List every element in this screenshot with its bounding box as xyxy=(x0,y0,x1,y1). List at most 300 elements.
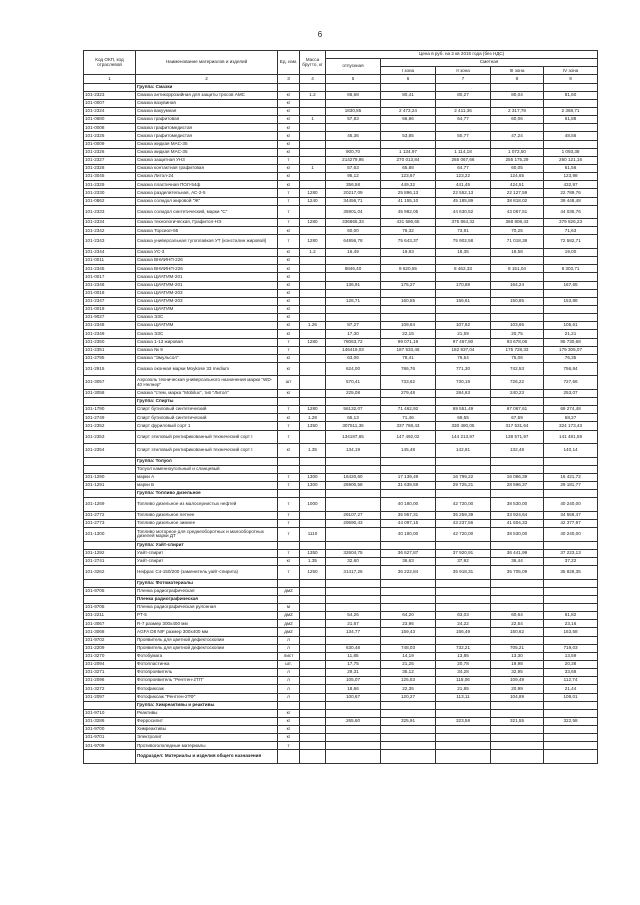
price-zone-2-cell: 144 213,97 xyxy=(436,430,491,444)
table-row xyxy=(84,330,598,338)
price-zone-1-cell: 8 620,55 xyxy=(381,265,436,273)
code-cell: 101-3067 xyxy=(84,620,136,628)
group-name: Группа: Смазки xyxy=(136,83,278,91)
group-name: Группа: Химреактивы и реактивы xyxy=(136,701,278,709)
code-cell: 101-2330 xyxy=(84,189,136,197)
mass-cell xyxy=(300,305,326,313)
empty-cell xyxy=(544,541,598,549)
price-zone-3-cell xyxy=(491,726,544,734)
price-selling-cell: 18,66 xyxy=(326,685,381,693)
table-row xyxy=(84,173,598,181)
price-selling-cell: 56132,07 xyxy=(326,406,381,414)
price-zone-2-cell: 156,49 xyxy=(436,628,491,636)
price-zone-3-cell: 132,48 xyxy=(491,444,544,458)
price-selling-cell: 136,91 xyxy=(326,281,381,289)
price-zone-4-cell: 39 448,48 xyxy=(544,197,598,205)
table-row xyxy=(84,314,598,322)
unit-cell: кг xyxy=(278,273,300,281)
unit-cell: т xyxy=(278,549,300,557)
price-selling-cell: 78063,72 xyxy=(326,338,381,346)
table-row xyxy=(84,414,598,422)
price-zone-3-cell: 35 705,09 xyxy=(491,566,544,580)
unit-cell: кг xyxy=(278,414,300,422)
header-mass: Масса брутто, кг xyxy=(300,51,326,75)
unit-cell: кг xyxy=(278,297,300,305)
code-cell: 101-1290 xyxy=(84,473,136,481)
empty-cell xyxy=(544,457,598,465)
price-zone-3-cell: 8 151,04 xyxy=(491,265,544,273)
mass-cell xyxy=(300,717,326,725)
price-zone-2-cell: 44 630,52 xyxy=(436,205,491,219)
name-cell: Смазка универсальная тугоплавкая УТ (консталин жировой) xyxy=(136,235,278,249)
empty-cell xyxy=(300,490,326,498)
price-zone-2-cell: 13,85 xyxy=(436,652,491,660)
empty-cell xyxy=(84,490,136,498)
unit-cell: шт xyxy=(278,376,300,390)
price-zone-4-cell xyxy=(544,742,598,750)
price-zone-2-cell xyxy=(436,124,491,132)
price-selling-cell: 126,71 xyxy=(326,297,381,305)
mass-cell: 1280 xyxy=(300,338,326,346)
code-cell: 101-2749 xyxy=(84,414,136,422)
table-row xyxy=(84,389,598,397)
header-name: Наименование материалов и изделий xyxy=(136,51,278,75)
price-zone-1-cell: 160,55 xyxy=(381,297,436,305)
price-zone-3-cell: 103,65 xyxy=(491,322,544,330)
price-zone-1-cell: 125,53 xyxy=(381,677,436,685)
price-zone-3-cell: 36 441,99 xyxy=(491,549,544,557)
name-cell: Ферросилит xyxy=(136,717,278,725)
mass-cell xyxy=(300,281,326,289)
column-number: 4 xyxy=(300,75,326,83)
mass-cell xyxy=(300,107,326,115)
price-zone-2-cell: 107,62 xyxy=(436,322,491,330)
group-row xyxy=(84,579,598,587)
mass-cell: 1300 xyxy=(300,473,326,481)
empty-cell xyxy=(436,541,491,549)
unit-cell: кг xyxy=(278,314,300,322)
price-selling-cell: 16420,60 xyxy=(326,473,381,481)
price-zone-3-cell: 726,22 xyxy=(491,376,544,390)
page-number: 6 xyxy=(317,30,323,39)
price-zone-2-cell: 35 259,39 xyxy=(436,511,491,519)
price-zone-4-cell xyxy=(544,140,598,148)
price-zone-1-cell xyxy=(381,587,436,595)
group-row xyxy=(84,83,598,91)
code-cell: 101-2354 xyxy=(84,444,136,458)
price-zone-3-cell xyxy=(491,587,544,595)
mass-cell: 1 xyxy=(300,164,326,172)
code-cell: 101-2772 xyxy=(84,511,136,519)
table-row xyxy=(84,693,598,701)
price-zone-3-cell: 18,58 xyxy=(491,248,544,256)
price-zone-1-cell: 36,63 xyxy=(381,557,436,565)
unit-cell: л xyxy=(278,669,300,677)
price-zone-1-cell: 187 533,46 xyxy=(381,346,436,354)
price-zone-3-cell: 124,65 xyxy=(491,173,544,181)
table-row xyxy=(84,181,598,189)
price-zone-4-cell: 153,88 xyxy=(544,297,598,305)
price-zone-3-cell: 75,06 xyxy=(491,354,544,362)
name-cell: Фотопроявитель xyxy=(136,669,278,677)
empty-cell xyxy=(326,398,381,406)
price-selling-cell: 45,36 xyxy=(326,132,381,140)
price-zone-2-cell: 142,81 xyxy=(436,444,491,458)
price-zone-2-cell: 732,21 xyxy=(436,644,491,652)
table-row xyxy=(84,652,598,660)
price-zone-1-cell: 325,91 xyxy=(381,717,436,725)
table-row xyxy=(84,644,598,652)
code-cell: 101-3045 xyxy=(84,173,136,181)
price-zone-2-cell xyxy=(436,257,491,265)
mass-cell: 1240 xyxy=(300,197,326,205)
price-zone-4-cell: 40 240,00 xyxy=(544,498,598,512)
price-selling-cell xyxy=(326,587,381,595)
price-selling-cell: 34456,71 xyxy=(326,197,381,205)
mass-cell xyxy=(300,132,326,140)
mass-cell: 1 xyxy=(300,116,326,124)
mass-cell xyxy=(300,636,326,644)
price-zone-1-cell: 14,19 xyxy=(381,652,436,660)
price-zone-2-cell xyxy=(436,305,491,313)
price-selling-cell xyxy=(326,140,381,148)
price-selling-cell: 95,12 xyxy=(326,173,381,181)
code-cell: 101-1300 xyxy=(84,528,136,542)
code-cell: 101-3271 xyxy=(84,669,136,677)
price-selling-cell: 31417,26 xyxy=(326,566,381,580)
price-zone-2-cell: 730,19 xyxy=(436,376,491,390)
price-zone-2-cell: 771,30 xyxy=(436,362,491,376)
unit-cell: т xyxy=(278,528,300,542)
price-zone-3-cell: 60,06 xyxy=(491,116,544,124)
code-cell: 101-2209 xyxy=(84,644,136,652)
price-zone-4-cell: 69 274,48 xyxy=(544,406,598,414)
unit-cell: кг xyxy=(278,99,300,107)
unit-cell: кг xyxy=(278,148,300,156)
empty-cell xyxy=(326,83,381,91)
name-cell: Химреактивы xyxy=(136,726,278,734)
code-cell xyxy=(84,465,136,473)
price-zone-3-cell: 32,95 xyxy=(491,669,544,677)
unit-cell: т xyxy=(278,346,300,354)
empty-cell xyxy=(381,701,436,709)
empty-cell xyxy=(544,701,598,709)
mass-cell: 1280 xyxy=(300,406,326,414)
mass-cell xyxy=(300,148,326,156)
name-cell: Смазка жидкая МАС-35 xyxy=(136,148,278,156)
code-cell: 101-2345 xyxy=(84,265,136,273)
code-cell: 101-2328 xyxy=(84,164,136,172)
price-zone-1-cell xyxy=(381,742,436,750)
price-zone-3-cell: 67 067,61 xyxy=(491,406,544,414)
price-zone-1-cell: 45 982,05 xyxy=(381,205,436,219)
group-name: Группа: Уайт-спирит xyxy=(136,541,278,549)
name-cell: Смазка ЦИАТИМ-201 xyxy=(136,273,278,281)
price-zone-3-cell xyxy=(491,314,544,322)
price-zone-1-cell xyxy=(381,289,436,297)
price-zone-3-cell xyxy=(491,305,544,313)
empty-cell xyxy=(436,490,491,498)
price-selling-cell: 214279,95 xyxy=(326,156,381,164)
price-zone-2-cell: 8 462,33 xyxy=(436,265,491,273)
price-zone-1-cell: 17 139,49 xyxy=(381,473,436,481)
price-zone-4-cell: 72 582,71 xyxy=(544,235,598,249)
unit-cell: кг xyxy=(278,362,300,376)
empty-cell xyxy=(278,457,300,465)
empty-cell xyxy=(278,750,300,764)
mass-cell xyxy=(300,587,326,595)
price-zone-3-cell: 93 678,06 xyxy=(491,338,544,346)
table-row xyxy=(84,124,598,132)
price-zone-3-cell: 2 317,78 xyxy=(491,107,544,115)
price-zone-4-cell: 324 173,43 xyxy=(544,422,598,430)
price-zone-4-cell: 153,58 xyxy=(544,628,598,636)
price-zone-1-cell xyxy=(381,734,436,742)
mass-cell xyxy=(300,265,326,273)
empty-cell xyxy=(381,750,436,764)
name-cell: R-7 размер 300x400 мм xyxy=(136,620,278,628)
price-zone-4-cell: 379 826,23 xyxy=(544,219,598,227)
empty-cell xyxy=(326,595,381,603)
name-cell: Смазка Торсиол-55 xyxy=(136,227,278,235)
mass-cell: 1280 xyxy=(300,235,326,249)
price-zone-1-cell xyxy=(381,726,436,734)
empty-cell xyxy=(436,579,491,587)
price-zone-4-cell: 42 377,97 xyxy=(544,519,598,527)
price-zone-1-cell: 36 222,84 xyxy=(381,566,436,580)
unit-cell: т xyxy=(278,482,300,490)
price-zone-2-cell: 113,11 xyxy=(436,693,491,701)
price-zone-1-cell: 19,83 xyxy=(381,248,436,256)
unit-cell: кг xyxy=(278,389,300,397)
mass-cell xyxy=(300,289,326,297)
price-zone-2-cell: 1 114,18 xyxy=(436,148,491,156)
unit-cell: т xyxy=(278,519,300,527)
price-zone-4-cell: 167,65 xyxy=(544,281,598,289)
mass-cell xyxy=(300,354,326,362)
unit-cell: кг xyxy=(278,227,300,235)
empty-cell xyxy=(300,750,326,764)
price-selling-cell: 336865,33 xyxy=(326,219,381,227)
price-zone-3-cell xyxy=(491,709,544,717)
table-row xyxy=(84,289,598,297)
code-cell: 101-2741 xyxy=(84,557,136,565)
unit-cell: кг xyxy=(278,164,300,172)
price-zone-2-cell: 34,28 xyxy=(436,669,491,677)
code-cell: 101-2342 xyxy=(84,227,136,235)
price-selling-cell: 17,30 xyxy=(326,330,381,338)
price-zone-2-cell xyxy=(436,603,491,611)
price-zone-2-cell xyxy=(436,314,491,322)
price-zone-3-cell: 164,24 xyxy=(491,281,544,289)
mass-cell: 1.26 xyxy=(300,322,326,330)
price-zone-3-cell: 36,44 xyxy=(491,557,544,565)
name-cell: Смазка ЭЗС xyxy=(136,330,278,338)
empty-cell xyxy=(544,750,598,764)
code-cell: 101-0018 xyxy=(84,289,136,297)
unit-cell: м xyxy=(278,603,300,611)
unit-cell: кг xyxy=(278,709,300,717)
price-zone-4-cell xyxy=(544,636,598,644)
name-cell: Проявитель для цветной дефектоскопии xyxy=(136,636,278,644)
empty-cell xyxy=(544,595,598,603)
name-cell: Толуол каменноугольный и сланцевый xyxy=(136,465,278,473)
price-selling-cell: 100,67 xyxy=(326,693,381,701)
table-row xyxy=(84,660,598,668)
price-zone-4-cell: 35 828,35 xyxy=(544,566,598,580)
table-row xyxy=(84,257,598,265)
name-cell: Смазка графитомедистая xyxy=(136,132,278,140)
price-zone-3-cell: 104,89 xyxy=(491,693,544,701)
code-cell: 101-2334 xyxy=(84,219,136,227)
price-selling-cell: 1830,85 xyxy=(326,107,381,115)
price-zone-3-cell: 28 596,37 xyxy=(491,482,544,490)
code-cell: 101-3272 xyxy=(84,685,136,693)
price-zone-3-cell: 317 531,64 xyxy=(491,422,544,430)
column-number: 8 xyxy=(491,75,544,83)
mass-cell xyxy=(300,156,326,164)
unit-cell: т xyxy=(278,430,300,444)
table-row xyxy=(84,305,598,313)
price-zone-1-cell xyxy=(381,99,436,107)
unit-cell: кг xyxy=(278,305,300,313)
price-zone-4-cell xyxy=(544,305,598,313)
table-row xyxy=(84,156,598,164)
name-cell: Спирт бутиловый синтетический xyxy=(136,406,278,414)
price-zone-2-cell: 2 411,36 xyxy=(436,107,491,115)
price-selling-cell: 63,06 xyxy=(326,354,381,362)
name-cell: Спирт бутиловый синтетический xyxy=(136,414,278,422)
price-selling-cell: 29107,27 xyxy=(326,511,381,519)
column-number: 5 xyxy=(326,75,381,83)
price-zone-2-cell: 375 864,32 xyxy=(436,219,491,227)
name-cell: Смазка жидкая МАС-35 xyxy=(136,140,278,148)
name-cell: Смазка ЦИАТИМ xyxy=(136,322,278,330)
price-zone-2-cell xyxy=(436,140,491,148)
unit-cell xyxy=(278,465,300,473)
name-cell: Топливо дизельное летнее xyxy=(136,511,278,519)
price-zone-3-cell xyxy=(491,289,544,297)
price-zone-4-cell: 34 558,47 xyxy=(544,511,598,519)
unit-cell: кг xyxy=(278,281,300,289)
mass-cell xyxy=(300,273,326,281)
price-selling-cell: 307511,36 xyxy=(326,422,381,430)
name-cell: Электролит xyxy=(136,734,278,742)
unit-cell: кг xyxy=(278,726,300,734)
price-zone-3-cell xyxy=(491,99,544,107)
table-row xyxy=(84,511,598,519)
code-cell: 101-2096 xyxy=(84,677,136,685)
price-zone-4-cell: 123,98 xyxy=(544,173,598,181)
price-selling-cell: 11,85 xyxy=(326,652,381,660)
price-zone-1-cell: 279,48 xyxy=(381,389,436,397)
price-selling-cell: 134,19 xyxy=(326,444,381,458)
price-zone-3-cell xyxy=(491,734,544,742)
name-cell: Топливо дизельное из малосернистых нефтей xyxy=(136,498,278,512)
name-cell: Смазка ЦИАТИМ-203 xyxy=(136,289,278,297)
code-cell: 101-2346 xyxy=(84,281,136,289)
table-row xyxy=(84,566,598,580)
price-zone-1-cell xyxy=(381,273,436,281)
code-cell: 101-2347 xyxy=(84,297,136,305)
price-selling-cell xyxy=(326,314,381,322)
price-zone-4-cell: 756,84 xyxy=(544,362,598,376)
table-row xyxy=(84,297,598,305)
table-row xyxy=(84,362,598,376)
price-zone-2-cell: 284,63 xyxy=(436,389,491,397)
empty-cell xyxy=(381,83,436,91)
unit-cell: кг xyxy=(278,354,300,362)
empty-cell xyxy=(436,457,491,465)
price-zone-4-cell xyxy=(544,726,598,734)
price-selling-cell: 146419,03 xyxy=(326,346,381,354)
price-zone-1-cell: 431 586,65 xyxy=(381,219,436,227)
code-cell: 101-2097 xyxy=(84,693,136,701)
empty-cell xyxy=(491,457,544,465)
code-cell: 101-9705 xyxy=(84,603,136,611)
code-cell: 101-2351 xyxy=(84,346,136,354)
header-price-group: Цена в руб. на 2 кв 2015 года (без НДС) xyxy=(326,51,598,59)
name-cell: Смазка графитомедистая xyxy=(136,124,278,132)
name-cell: Смазка "стем, марка "Mobilux", тип "Литол" xyxy=(136,389,278,397)
group-name: Группа: Фотоматериалы xyxy=(136,579,278,587)
price-zone-3-cell: 47,24 xyxy=(491,132,544,140)
price-zone-1-cell xyxy=(381,314,436,322)
empty-cell xyxy=(491,398,544,406)
price-zone-4-cell: 44 035,76 xyxy=(544,205,598,219)
price-zone-4-cell xyxy=(544,465,598,473)
price-zone-4-cell: 19,00 xyxy=(544,248,598,256)
empty-cell xyxy=(326,750,381,764)
price-selling-cell: 29590,43 xyxy=(326,519,381,527)
name-cell: Аэрозоль техническая универсального назначения марки "WD-40 Нелнер" xyxy=(136,376,278,390)
name-cell: Смазка ВНИИНП-226 xyxy=(136,265,278,273)
price-zone-4-cell: 29 181,77 xyxy=(544,482,598,490)
price-zone-3-cell xyxy=(491,124,544,132)
price-zone-4-cell: 20,38 xyxy=(544,660,598,668)
mass-cell xyxy=(300,652,326,660)
empty-cell xyxy=(491,83,544,91)
code-cell: 101-2326 xyxy=(84,148,136,156)
price-selling-cell: 54,26 xyxy=(326,612,381,620)
price-zone-3-cell xyxy=(491,636,544,644)
name-cell: Фотобумага xyxy=(136,652,278,660)
price-zone-3-cell: 22,54 xyxy=(491,620,544,628)
empty-cell xyxy=(436,701,491,709)
code-cell: 101-2333 xyxy=(84,205,136,219)
unit-cell: кг xyxy=(278,265,300,273)
header-unit: Ед. изм. xyxy=(278,51,300,75)
price-zone-2-cell: 69 551,49 xyxy=(436,406,491,414)
price-zone-2-cell: 75 902,58 xyxy=(436,235,491,249)
empty-cell xyxy=(278,83,300,91)
name-cell: марки Б xyxy=(136,482,278,490)
name-cell: марки А xyxy=(136,473,278,481)
mass-cell: 1350 xyxy=(300,422,326,430)
price-zone-2-cell xyxy=(436,636,491,644)
price-zone-4-cell: 37 223,13 xyxy=(544,549,598,557)
code-cell: 101-0862 xyxy=(84,197,136,205)
code-cell: 101-0017 xyxy=(84,273,136,281)
header-zone-4: IV зона xyxy=(544,67,598,75)
price-zone-3-cell: 22 127,59 xyxy=(491,189,544,197)
code-cell: 101-2773 xyxy=(84,519,136,527)
group-row xyxy=(84,701,598,709)
empty-cell xyxy=(544,490,598,498)
price-zone-4-cell: 61,82 xyxy=(544,612,598,620)
price-zone-4-cell: 48,56 xyxy=(544,132,598,140)
name-cell: РТ-5 xyxy=(136,612,278,620)
